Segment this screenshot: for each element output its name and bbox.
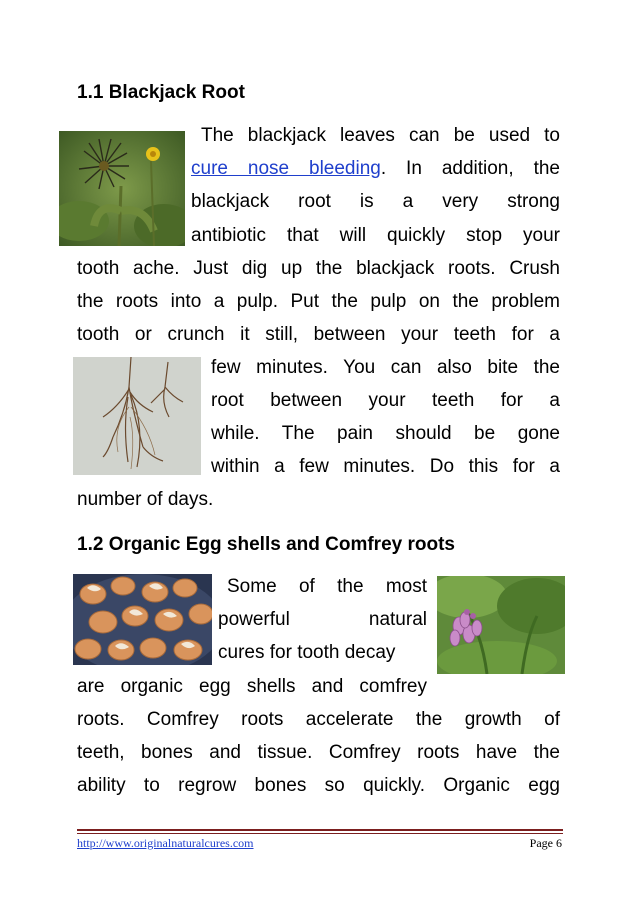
section-heading-egg-shells: 1.2 Organic Egg shells and Comfrey roots [77, 534, 455, 555]
footer-website-link[interactable]: http://www.originalnaturalcures.com [77, 836, 254, 850]
para2-line6: teeth, bones and tissue. Comfrey roots have the [77, 742, 560, 763]
section-heading-blackjack: 1.1 Blackjack Root [77, 82, 245, 103]
para1-line2-rest: . In addition, the [380, 158, 560, 179]
para1-line5: tooth ache. Just dig up the blackjack roots. Crush [77, 258, 560, 279]
footer-rule-thin [77, 833, 563, 834]
para2-line4: are organic egg shells and comfrey [77, 676, 427, 697]
footer-rule-thick [77, 829, 563, 831]
para1-line2 [191, 158, 560, 180]
para2-line3: cures for tooth decay [218, 642, 396, 663]
blackjack-plant-image [59, 131, 185, 246]
para2-line2: powerful natural [218, 609, 427, 630]
para1-line6: the roots into a pulp. Put the pulp on the problem [77, 291, 560, 312]
para2-line5: roots. Comfrey roots accelerate the growth of [77, 709, 560, 730]
para1-line1: The blackjack leaves can be used to [201, 125, 560, 146]
para1-line8: few minutes. You can also bite the [211, 357, 560, 378]
footer-page-number: Page 6 [529, 836, 562, 850]
para1-line9: root between your teeth for a [211, 390, 560, 411]
para1-line12: number of days. [77, 489, 214, 510]
para1-line3: blackjack root is a very strong [191, 191, 560, 212]
para1-line4: antibiotic that will quickly stop your [191, 225, 560, 246]
para2-line1: Some of the most [227, 576, 427, 597]
comfrey-plant-image [437, 576, 565, 674]
egg-shells-image [73, 574, 212, 665]
cure-nose-bleeding-link[interactable]: cure nose bleeding [191, 158, 381, 179]
para1-line11: within a few minutes. Do this for a [211, 456, 560, 477]
para2-line7: ability to regrow bones so quickly. Organic egg [77, 775, 560, 796]
blackjack-roots-image [73, 357, 201, 475]
para1-line7: tooth or crunch it still, between your teeth for a [77, 324, 560, 345]
para1-line10: while. The pain should be gone [211, 423, 560, 444]
